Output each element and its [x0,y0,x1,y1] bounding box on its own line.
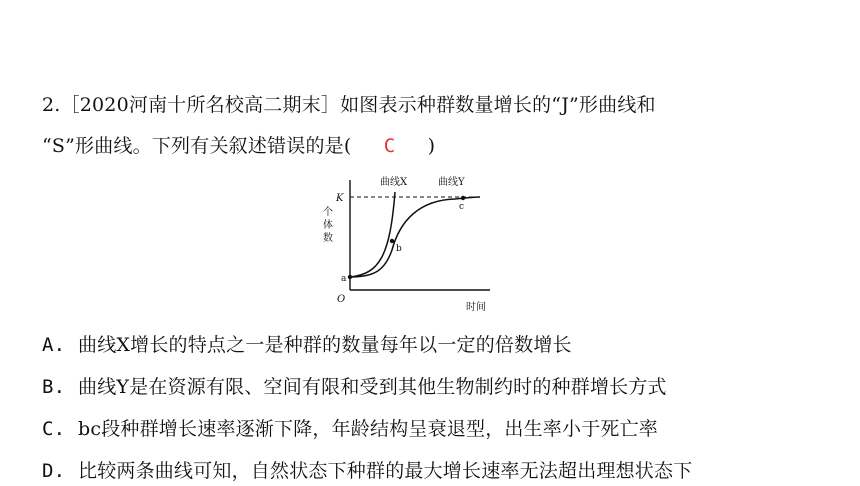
point-a-label: a [341,274,347,284]
k-label: K [336,193,344,204]
point-a-dot [348,275,352,279]
option-c-text: bc段种群增长速率逐渐下降，年龄结构呈衰退型，出生率小于死亡率 [78,418,659,440]
point-c-dot [461,196,465,200]
option-b-letter: B. [42,376,66,398]
point-b-dot [390,239,394,243]
option-d-text: 比较两条曲线可知，自然状态下种群的最大增长速率无法超出理想状态下 [78,460,693,482]
question-stem-text: “S”形曲线。下列有关叙述错误的是( [42,135,352,157]
point-c-label: c [459,202,465,212]
x-axis-label: 时间 [466,302,486,313]
option-d-letter: D. [42,460,66,482]
option-d [42,456,692,483]
origin-label: O [337,294,346,305]
y-axis-label-1: 个 [323,207,333,218]
y-axis-label-3: 数 [323,233,333,244]
option-c-letter: C. [42,418,66,440]
answer-mark: C [383,135,396,157]
point-b-label: b [396,244,402,254]
question-stem-line2 [42,131,435,158]
question-paren-close: ) [427,135,436,157]
option-a [42,330,572,357]
curve-y-label: 曲线Y [438,177,465,188]
y-axis-label-2: 体 [323,220,333,231]
curve-x [350,192,395,277]
option-b [42,372,667,399]
option-b-text: 曲线Y是在资源有限、空间有限和受到其他生物制约时的种群增长方式 [78,376,667,398]
curve-x-label: 曲线X [380,177,408,188]
question-stem-line1: 2.［2020河南十所名校高二期末］如图表示种群数量增长的“J”形曲线和 [42,94,656,116]
population-growth-figure [320,170,520,318]
option-a-letter: A. [42,334,66,356]
option-a-text: 曲线X增长的特点之一是种群的数量每年以一定的倍数增长 [78,334,572,356]
option-c [42,414,658,441]
